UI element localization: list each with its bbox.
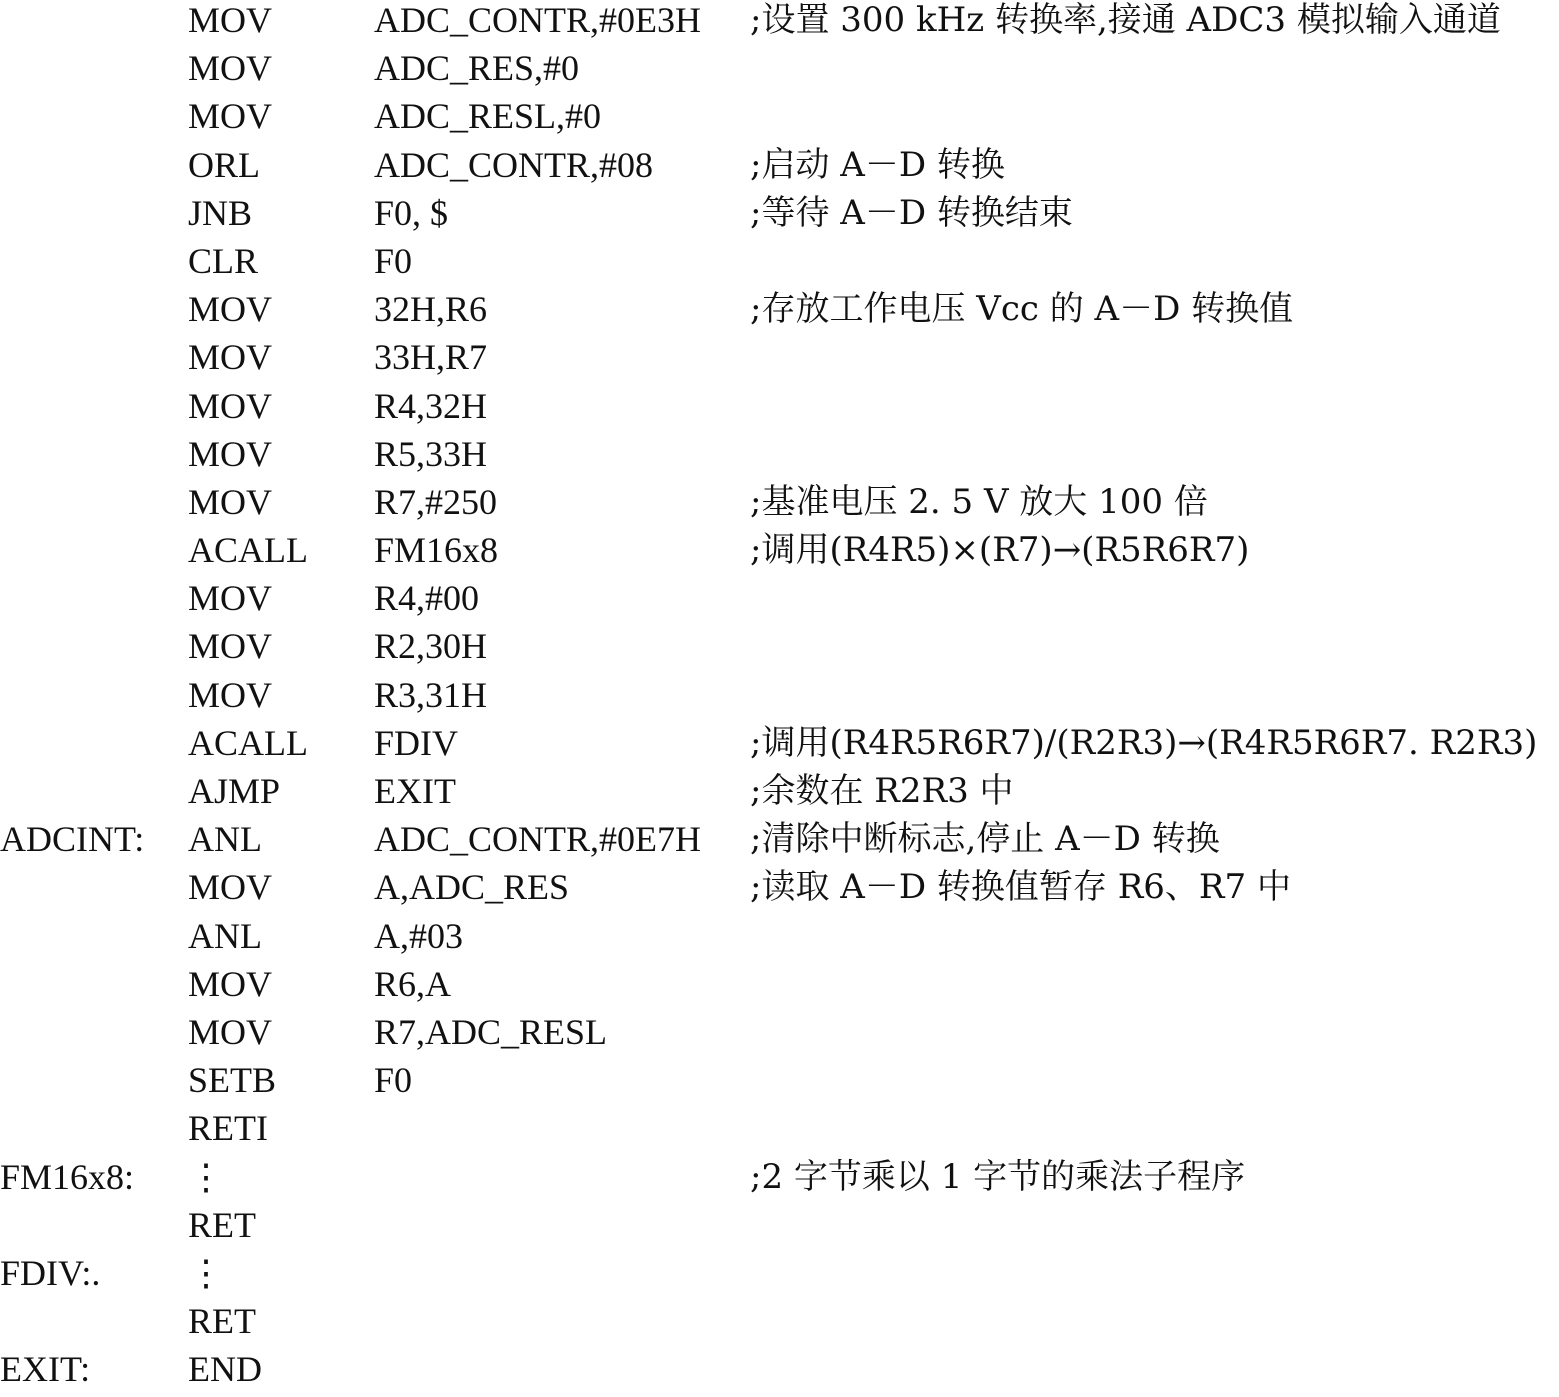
line-label: ADCINT: (0, 819, 145, 860)
line-operand: 33H,R7 (374, 337, 488, 378)
line-operand: A,ADC_RES (374, 867, 570, 908)
code-line (0, 241, 1559, 289)
line-operand: ADC_CONTR,#0E7H (374, 819, 702, 860)
line-opcode: ANL (188, 819, 262, 860)
code-line (0, 1349, 1559, 1397)
code-line (0, 193, 1559, 241)
line-operand: R6,A (374, 963, 452, 1004)
line-operand: F0, $ (374, 192, 449, 233)
line-operand: ADC_RESL,#0 (374, 96, 602, 137)
code-line (0, 1060, 1559, 1108)
code-line (0, 434, 1559, 482)
line-opcode: MOV (188, 337, 273, 378)
code-line (0, 482, 1559, 530)
line-opcode: MOV (188, 96, 273, 137)
line-opcode: MOV (188, 48, 273, 89)
code-line (0, 771, 1559, 819)
line-operand: R3,31H (374, 674, 488, 715)
line-opcode: MOV (188, 578, 273, 619)
line-opcode: AJMP (188, 771, 281, 811)
code-line (0, 145, 1559, 193)
code-line (0, 867, 1559, 915)
line-operand: ADC_CONTR,#0E3H (374, 0, 702, 40)
line-operand: FM16x8 (374, 530, 499, 571)
line-comment: ;基准电压 2. 5 V 放大 100 倍 (750, 481, 1208, 522)
line-comment: ;启动 A－D 转换 (750, 144, 1005, 185)
line-comment: ;2 字节乘以 1 字节的乘法子程序 (750, 1156, 1246, 1197)
line-comment: ;清除中断标志,停止 A－D 转换 (750, 819, 1220, 860)
line-opcode: ACALL (188, 722, 308, 763)
code-line (0, 1301, 1559, 1349)
line-opcode: RETI (188, 1108, 268, 1149)
line-opcode: ⋮ (188, 1252, 224, 1293)
line-operand: EXIT (374, 771, 456, 811)
code-line (0, 289, 1559, 337)
code-line (0, 48, 1559, 96)
line-operand: R5,33H (374, 433, 488, 474)
line-comment: ;设置 300 kHz 转换率,接通 ADC3 模拟输入通道 (750, 0, 1501, 40)
code-line (0, 1253, 1559, 1301)
line-opcode: MOV (188, 963, 273, 1004)
line-opcode: SETB (188, 1060, 277, 1101)
line-opcode: MOV (188, 1011, 273, 1052)
line-opcode: MOV (188, 289, 273, 330)
line-operand: R2,30H (374, 626, 488, 667)
line-operand: R7,ADC_RESL (374, 1011, 608, 1052)
code-line (0, 819, 1559, 867)
line-operand: FDIV (374, 722, 459, 763)
line-opcode: MOV (188, 867, 273, 908)
code-line (0, 530, 1559, 578)
code-line (0, 1108, 1559, 1156)
line-opcode: JNB (188, 192, 253, 233)
line-operand: 32H,R6 (374, 289, 488, 330)
line-operand: ADC_RES,#0 (374, 48, 580, 89)
line-opcode: ORL (188, 144, 260, 185)
line-opcode: CLR (188, 240, 259, 281)
line-opcode: MOV (188, 674, 273, 715)
line-label: EXIT: (0, 1349, 91, 1390)
line-operand: ADC_CONTR,#08 (374, 144, 654, 185)
line-operand: R7,#250 (374, 481, 498, 522)
line-opcode: MOV (188, 385, 273, 426)
code-line (0, 0, 1559, 48)
code-line (0, 578, 1559, 626)
line-opcode: END (188, 1349, 262, 1390)
line-opcode: RET (188, 1301, 256, 1342)
code-line (0, 1205, 1559, 1253)
code-line (0, 1157, 1559, 1205)
code-line (0, 1012, 1559, 1060)
line-label: FM16x8: (0, 1156, 135, 1197)
line-opcode: ANL (188, 915, 262, 956)
line-opcode: MOV (188, 433, 273, 474)
line-opcode: MOV (188, 626, 273, 667)
line-label: FDIV:. (0, 1252, 101, 1293)
code-line (0, 386, 1559, 434)
code-line (0, 675, 1559, 723)
code-line (0, 337, 1559, 385)
line-operand: F0 (374, 240, 413, 281)
line-operand: R4,#00 (374, 578, 480, 619)
line-comment: ;存放工作电压 Vcc 的 A－D 转换值 (750, 289, 1294, 330)
code-line (0, 964, 1559, 1012)
code-line (0, 96, 1559, 144)
line-operand: F0 (374, 1060, 413, 1101)
line-comment: ;调用(R4R5R6R7)/(R2R3)→(R4R5R6R7. R2R3) (750, 722, 1538, 763)
line-comment: ;读取 A－D 转换值暂存 R6、R7 中 (750, 867, 1291, 908)
line-comment: ;调用(R4R5)×(R7)→(R5R6R7) (750, 530, 1250, 571)
line-comment: ;等待 A－D 转换结束 (750, 192, 1073, 233)
code-line (0, 626, 1559, 674)
line-opcode: MOV (188, 481, 273, 522)
line-opcode: ACALL (188, 530, 308, 571)
line-operand: A,#03 (374, 915, 463, 956)
code-line (0, 723, 1559, 771)
line-opcode: RET (188, 1204, 256, 1245)
line-opcode: ⋮ (188, 1156, 224, 1197)
line-comment: ;余数在 R2R3 中 (750, 771, 1014, 811)
line-opcode: MOV (188, 0, 273, 40)
code-line (0, 916, 1559, 964)
line-operand: R4,32H (374, 385, 488, 426)
